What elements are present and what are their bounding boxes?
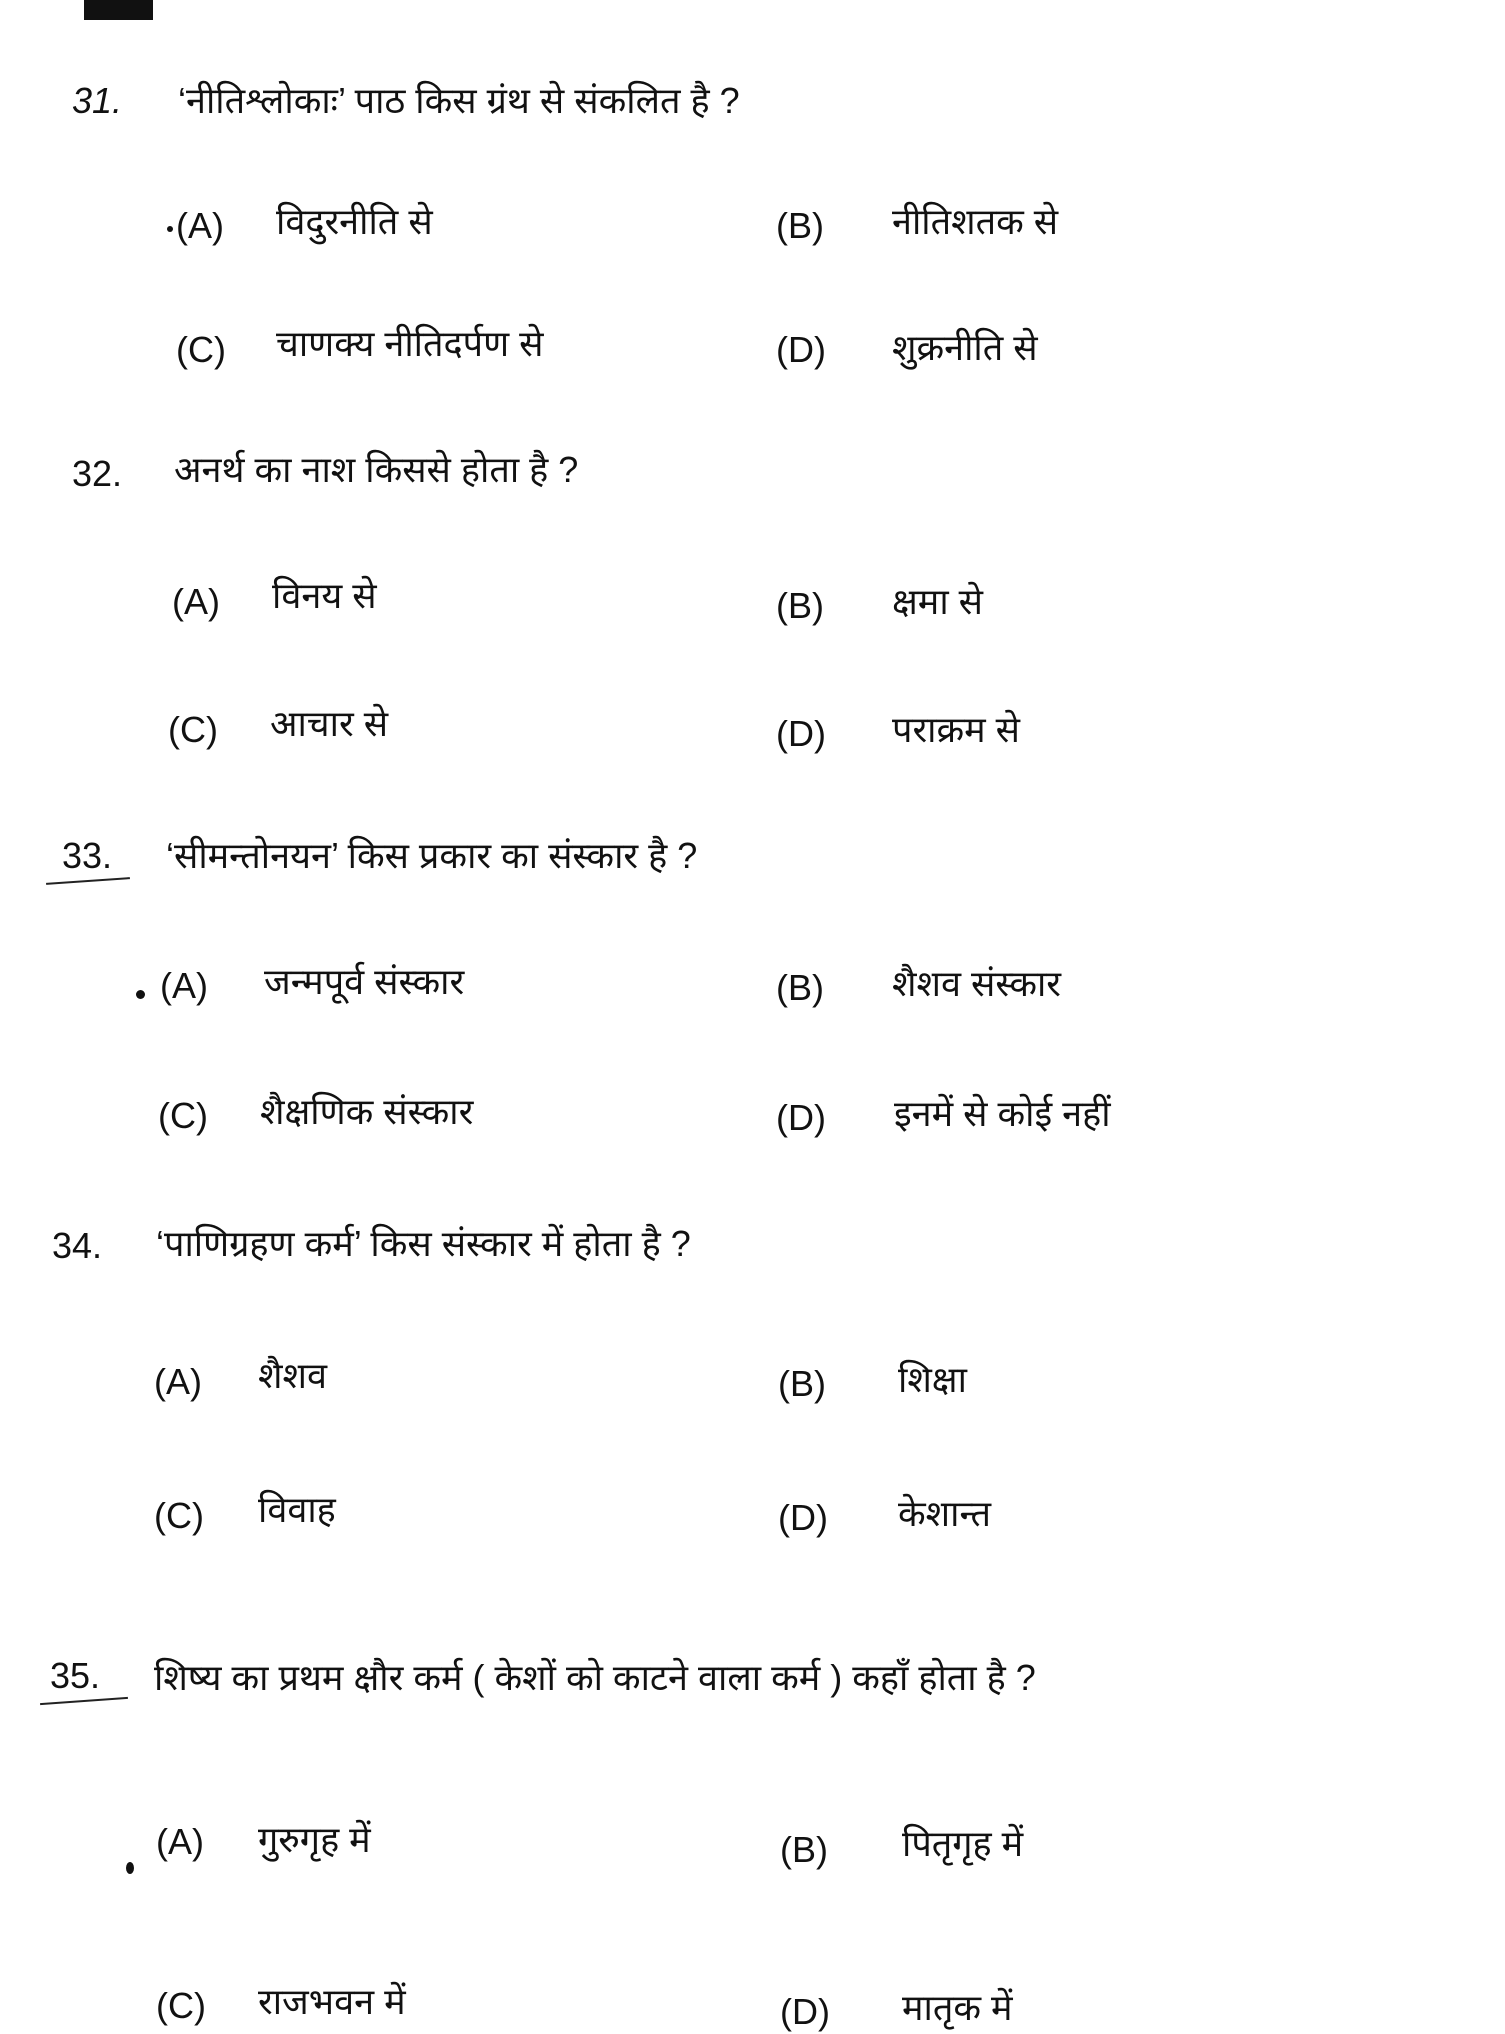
option-label: (B) <box>780 1829 828 1870</box>
question-number: 31. <box>72 80 123 121</box>
option-label: (A) <box>156 1821 204 1862</box>
option-text[interactable]: गुरुगृह में <box>258 1819 371 1860</box>
option-label: (A) <box>172 581 220 622</box>
option-label: (B) <box>776 585 824 626</box>
question-text: अनर्थ का नाश किससे होता है ? <box>174 449 579 490</box>
option-text[interactable]: राजभवन में <box>258 1981 406 2022</box>
option-label: (B) <box>778 1363 826 1404</box>
option-text[interactable]: आचार से <box>270 703 389 744</box>
handwritten-underline <box>46 877 130 885</box>
option-label: (A) <box>154 1361 202 1402</box>
option-label: (C) <box>154 1495 204 1536</box>
answer-mark <box>167 226 173 232</box>
option-text[interactable]: शुक्रनीति से <box>892 327 1038 368</box>
handwritten-underline <box>40 1697 128 1705</box>
option-label: (C) <box>176 329 226 370</box>
option-label: (D) <box>776 1097 826 1138</box>
option-text[interactable]: क्षमा से <box>892 581 984 622</box>
option-label: (A) <box>176 205 224 246</box>
option-text[interactable]: पितृगृह में <box>902 1823 1024 1864</box>
option-label: (D) <box>778 1497 828 1538</box>
question-number: 34. <box>52 1225 103 1266</box>
option-label: (C) <box>156 1985 206 2026</box>
option-text[interactable]: केशान्त <box>898 1493 992 1534</box>
question-text: ‘सीमन्तोनयन’ किस प्रकार का संस्कार है ? <box>166 835 698 876</box>
option-label: (C) <box>158 1095 208 1136</box>
option-label: (D) <box>776 329 826 370</box>
option-text[interactable]: जन्मपूर्व संस्कार <box>264 961 465 1002</box>
option-text[interactable]: मातृक में <box>902 1987 1013 2028</box>
option-label: (B) <box>776 967 824 1008</box>
answer-mark <box>136 990 145 999</box>
question-number: 35. <box>50 1655 101 1696</box>
option-label: (D) <box>776 713 826 754</box>
page-corner-mark <box>84 0 153 20</box>
option-label: (C) <box>168 709 218 750</box>
question-number: 33. <box>62 835 113 876</box>
option-label: (D) <box>780 1991 830 2032</box>
option-text[interactable]: शैशव संस्कार <box>892 963 1062 1004</box>
question-number: 32. <box>72 453 123 494</box>
option-text[interactable]: विदुरनीति से <box>276 201 433 242</box>
question-text: शिष्य का प्रथम क्षौर कर्म ( केशों को काटने वाला कर्म ) कहाँ होता है ? <box>154 1657 1036 1698</box>
option-text[interactable]: इनमें से कोई नहीं <box>894 1093 1111 1134</box>
question-text: ‘पाणिग्रहण कर्म’ किस संस्कार में होता है ? <box>156 1223 691 1264</box>
option-text[interactable]: शैक्षणिक संस्कार <box>260 1091 474 1132</box>
answer-mark <box>126 1862 134 1874</box>
option-text[interactable]: शैशव <box>258 1355 327 1396</box>
question-text: ‘नीतिश्लोकाः’ पाठ किस ग्रंथ से संकलित है ? <box>178 80 740 121</box>
option-label: (A) <box>160 965 208 1006</box>
option-text[interactable]: चाणक्य नीतिदर्पण से <box>276 323 544 364</box>
option-text[interactable]: विवाह <box>258 1489 336 1530</box>
option-text[interactable]: नीतिशतक से <box>892 201 1059 242</box>
option-text[interactable]: शिक्षा <box>898 1359 967 1400</box>
option-label: (B) <box>776 205 824 246</box>
option-text[interactable]: पराक्रम से <box>892 709 1021 750</box>
option-text[interactable]: विनय से <box>272 575 377 616</box>
